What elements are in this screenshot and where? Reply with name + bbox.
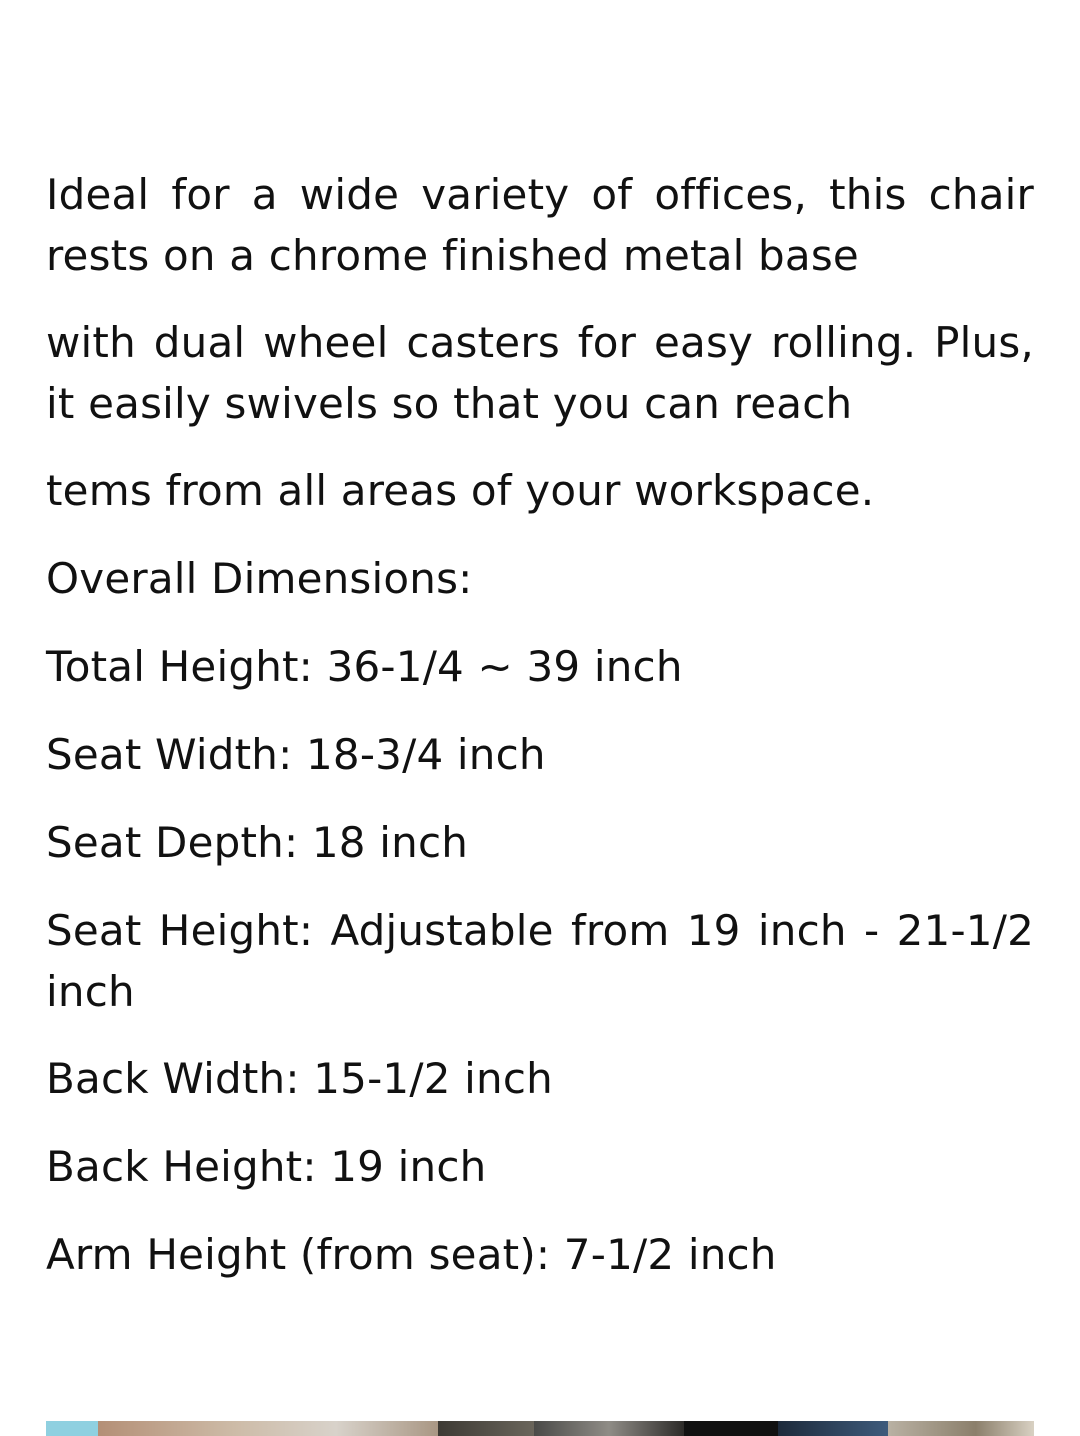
product-image-segment <box>98 1421 438 1436</box>
dimension-back-width: Back Width: 15-1/2 inch <box>46 1054 553 1103</box>
product-description <box>46 164 1034 1312</box>
product-image-segment <box>684 1421 778 1436</box>
product-image-segment <box>778 1421 888 1436</box>
dimension-back-height: Back Height: 19 inch <box>46 1142 487 1191</box>
product-image-strip[interactable] <box>46 1421 1034 1436</box>
dimensions-heading: Overall Dimensions: <box>46 554 473 603</box>
dimension-seat-depth: Seat Depth: 18 inch <box>46 818 469 867</box>
product-image-segment <box>888 1421 1034 1436</box>
description-paragraph-workspace: tems from all areas of your workspace. <box>46 466 875 515</box>
dimension-seat-height: Seat Height: Adjustable from 19 inch - 21-1/2 inch <box>46 906 1034 1016</box>
description-paragraph-casters: with dual wheel casters for easy rolling. Plus, it easily swivels so that you can reach <box>46 318 1034 428</box>
dimension-arm-height: Arm Height (from seat): 7-1/2 inch <box>46 1230 777 1279</box>
dimension-total-height: Total Height: 36-1/4 ~ 39 inch <box>46 642 683 691</box>
product-image-segment <box>46 1421 98 1436</box>
product-image-segment <box>438 1421 534 1436</box>
product-image-segment <box>534 1421 684 1436</box>
description-paragraph-intro: Ideal for a wide variety of offices, this chair rests on a chrome finished metal base <box>46 170 1034 280</box>
dimension-seat-width: Seat Width: 18-3/4 inch <box>46 730 546 779</box>
